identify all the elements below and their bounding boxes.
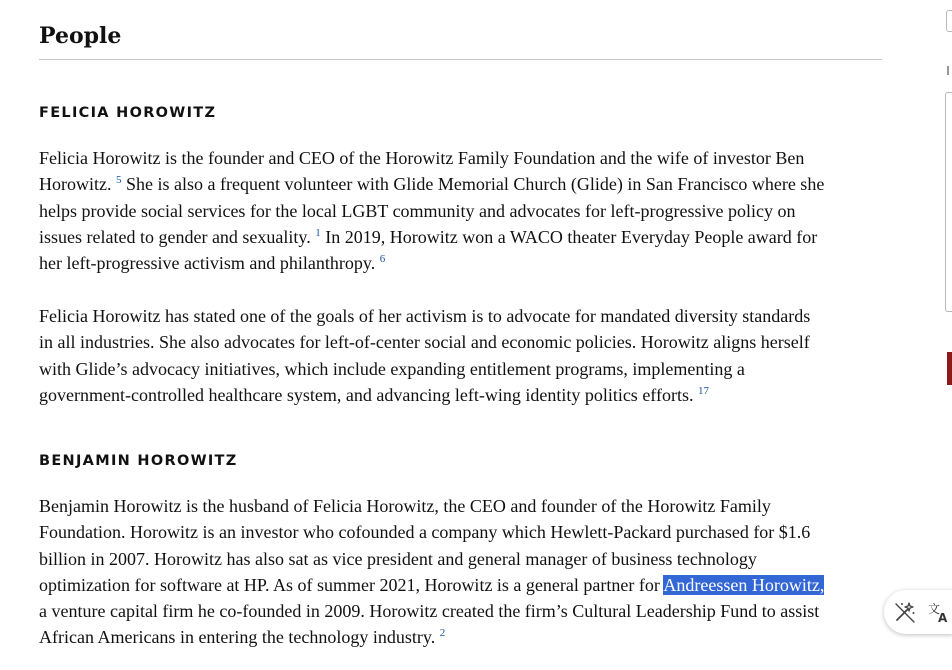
- text-run: She is also a frequent volunteer with Glide Memorial Church (Glide) in San Francisco where she: [121, 174, 825, 195]
- text-run: Felicia Horowitz has stated one of the goals of her activism is to advocate for mandated diversity standards: [39, 306, 811, 326]
- text-run: issues related to gender and sexuality.: [39, 226, 316, 247]
- svg-text:文: 文: [928, 602, 941, 616]
- footnote-link[interactable]: 6: [379, 253, 386, 266]
- text-run: optimization for software at HP. As of summer 2021, Horowitz is a general partner for: [39, 574, 664, 595]
- text-line: [39, 171, 882, 197]
- text-line: [39, 145, 882, 171]
- selected-text: Andreessen Horowitz,: [663, 574, 825, 595]
- section-divider: [39, 59, 882, 60]
- text-run: Felicia Horowitz is the founder and CEO of the Horowitz Family Foundation and the wife of investor Ben: [39, 148, 805, 168]
- paragraph: [39, 303, 882, 408]
- text-run: Horowitz.: [39, 174, 116, 195]
- selection-toolbar: [884, 590, 952, 634]
- text-run: helps provide social services for the local LGBT community and advocates for left-progressive policy on: [39, 200, 796, 221]
- text-run: Benjamin Horowitz is the husband of Felicia Horowitz, the CEO and founder of the Horowitz Family: [39, 496, 771, 516]
- text-run: in all industries. She also advocates for left-of-center social and economic policies. Horowitz aligns herself: [39, 332, 810, 353]
- text-line: [39, 624, 882, 650]
- text-line: [39, 572, 882, 598]
- text-run: In 2019, Horowitz won a WACO theater Everyday People award for: [320, 226, 818, 247]
- text-line: [39, 224, 882, 250]
- paragraph: [39, 493, 882, 651]
- svg-text:A: A: [938, 611, 948, 624]
- text-line: [39, 303, 882, 329]
- sidebar-edge-tick: [947, 66, 949, 75]
- text-line: [39, 198, 882, 224]
- sidebar-edge-frame: [946, 10, 952, 32]
- text-run: billion in 2007. Horowitz has also sat as vice president and general manager of business technology: [39, 548, 757, 569]
- sidebar-edge-accent: [947, 352, 952, 385]
- text-line: [39, 382, 882, 408]
- text-line: [39, 356, 882, 382]
- footnote-link[interactable]: 17: [697, 384, 709, 397]
- text-line: [39, 546, 882, 572]
- text-run: a venture capital firm he co-founded in 2009. Horowitz created the firm’s Cultural Leadership Fund to assist: [39, 601, 820, 622]
- footnote-link[interactable]: 5: [115, 174, 122, 187]
- text-run: with Glide’s advocacy initiatives, which include expanding entitlement programs, implementing a: [39, 358, 745, 379]
- person-heading-benjamin: BENJAMIN HOROWITZ: [39, 453, 238, 469]
- magic-wand-icon: [893, 600, 917, 624]
- sidebar-edge-panel: [945, 92, 952, 312]
- text-line: [39, 493, 882, 519]
- text-line: [39, 329, 882, 355]
- text-run: African Americans in entering the technology industry.: [39, 627, 440, 648]
- text-line: [39, 598, 882, 624]
- paragraph: [39, 145, 882, 276]
- magic-wand-button[interactable]: [892, 599, 918, 625]
- footnote-link[interactable]: 1: [315, 226, 321, 239]
- translate-button[interactable]: [926, 599, 952, 625]
- text-line: [39, 519, 882, 545]
- text-run: her left-progressive activism and philanthropy.: [39, 253, 380, 274]
- text-run: Foundation. Horowitz is an investor who cofounded a company which Hewlett-Packard purchased for $1.6: [39, 522, 811, 543]
- text-run: government-controlled healthcare system, and advancing left-wing identity politics efforts.: [39, 384, 698, 405]
- footnote-link[interactable]: 2: [439, 627, 446, 640]
- section-title: People: [39, 23, 122, 49]
- translate-icon: [927, 600, 951, 624]
- text-line: [39, 250, 882, 276]
- person-heading-felicia: FELICIA HOROWITZ: [39, 105, 217, 121]
